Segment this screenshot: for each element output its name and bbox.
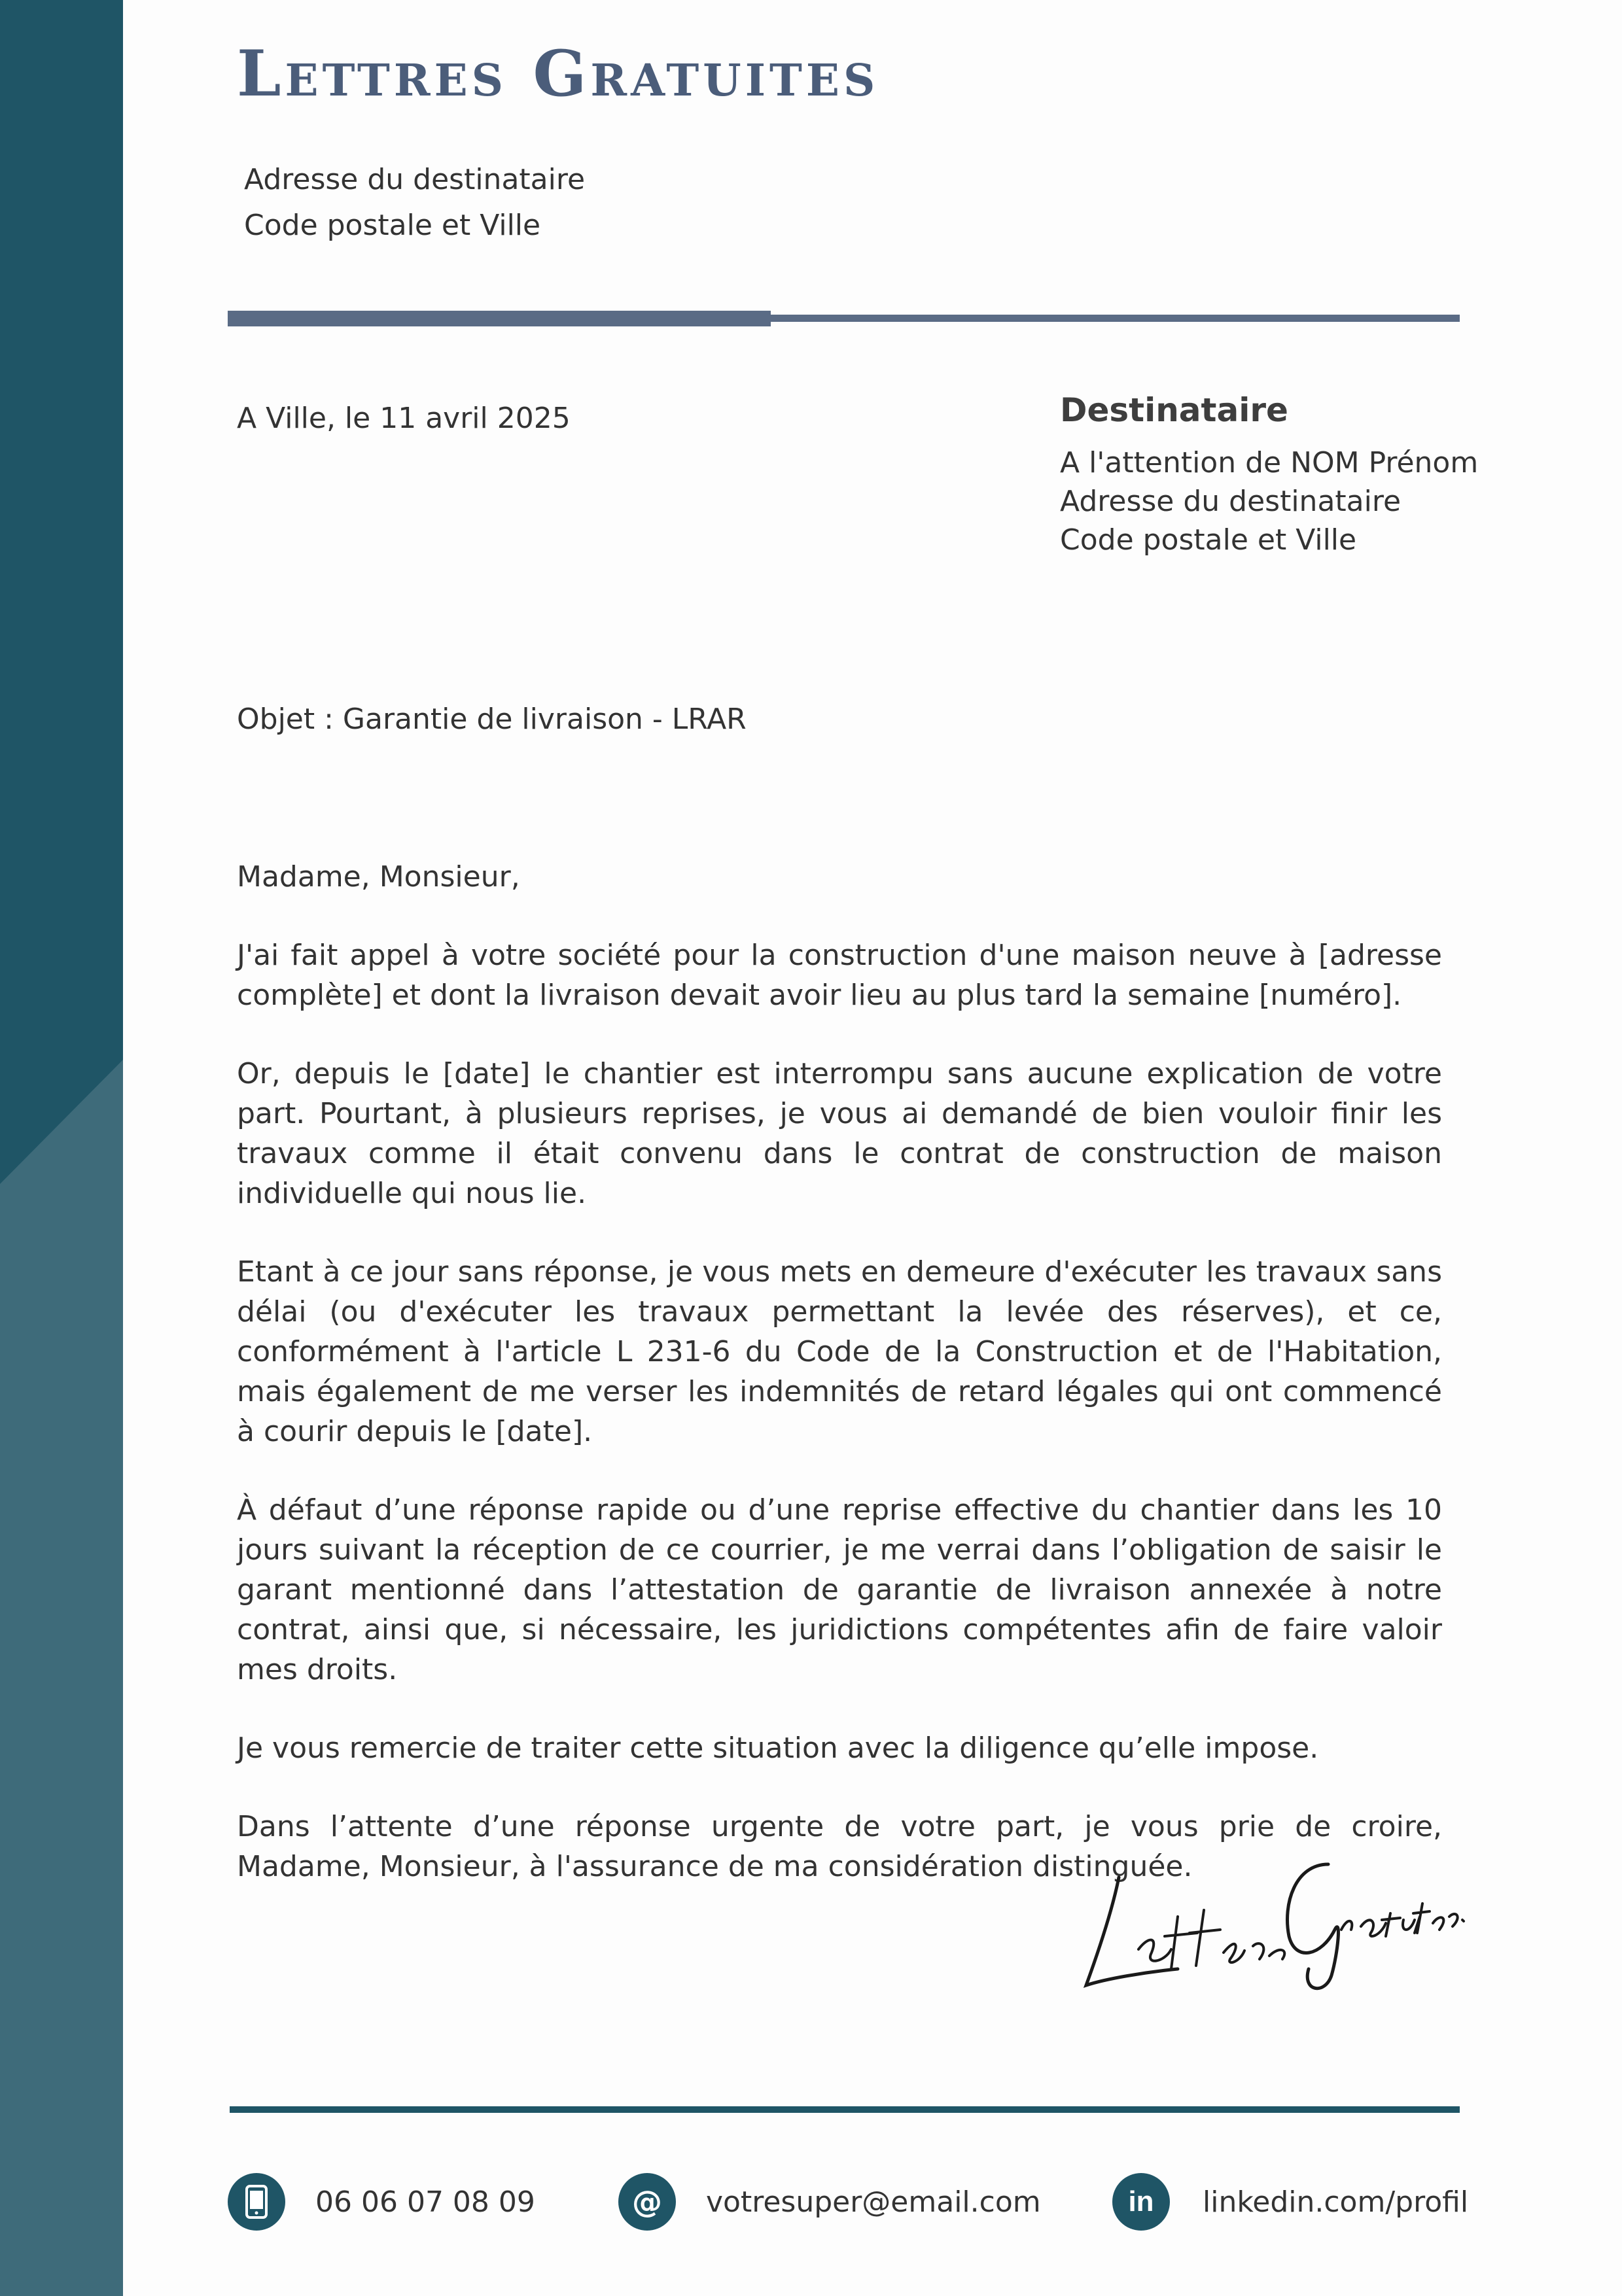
sender-address-line: Adresse du destinataire [244, 163, 586, 196]
recipient-city: Code postale et Ville [1060, 523, 1357, 557]
recipient-attention: A l'attention de NOM Prénom [1060, 446, 1479, 479]
body-paragraph: Je vous remercie de traiter cette situation avec la diligence qu’elle impose. [237, 1731, 1319, 1765]
recipient-address: Adresse du destinataire [1060, 485, 1402, 518]
footer-divider [230, 2106, 1460, 2113]
body-paragraph: J'ai fait appel à votre société pour la construction d'une maison neuve à [adresse complète] et dont la livraison devait avoir lieu au plus tard la semaine [numéro]. [237, 939, 1442, 1012]
closing-paragraph: Dans l’attente d’une réponse urgente de votre part, je vous prie de croire, Madame, Monsieur, à l'assurance de ma considération distinguée. [237, 1810, 1442, 1883]
handwritten-signature [1073, 1838, 1466, 2008]
body-paragraph: À défaut d’une réponse rapide ou d’une reprise effective du chantier dans les 10 jours suivant la réception de ce courrier, je me verrai dans l’obligation de saisir le garant mentionné dans l’attestation de garantie de livraison annexée à notre contrat, ainsi que, si nécessaire, les juridictions compétentes afin de faire valoir mes droits. [237, 1493, 1442, 1686]
linkedin-icon: in [1112, 2173, 1170, 2231]
recipient-heading: Destinataire [1060, 391, 1288, 429]
letter-body [237, 857, 1442, 1925]
phone-number[interactable]: 06 06 07 08 09 [315, 2185, 535, 2219]
letter-subject: Objet : Garantie de livraison - LRAR [237, 703, 747, 736]
phone-icon [228, 2173, 285, 2231]
at-icon: @ [618, 2173, 676, 2231]
linkedin-url[interactable]: linkedin.com/profil [1203, 2185, 1469, 2219]
salutation: Madame, Monsieur, [237, 860, 520, 894]
recipient-block [1060, 391, 1478, 559]
email-address[interactable]: votresuper@email.com [706, 2185, 1041, 2219]
contact-email [618, 2173, 1041, 2231]
contact-linkedin [1112, 2173, 1468, 2231]
letterhead-title: Lettres Gratuites [237, 37, 879, 111]
contact-phone [228, 2173, 535, 2231]
header-divider-accent [228, 311, 771, 326]
sender-address [244, 157, 585, 249]
body-paragraph: Or, depuis le [date] le chantier est interrompu sans aucune explication de votre part. Pourtant, à plusieurs reprises, je vous ai demandé de bien vouloir finir les travaux comme il était convenu dans le contrat de construction de maison individuelle qui nous lie. [237, 1057, 1442, 1210]
sender-city-line: Code postale et Ville [244, 209, 541, 242]
sidebar-band [0, 0, 123, 2296]
sidebar-shapes [0, 0, 123, 2296]
body-paragraph: Etant à ce jour sans réponse, je vous mets en demeure d'exécuter les travaux sans délai (ou d'exécuter les travaux permettant la levée des réserves), et ce, conformément à l'article L 231-6 du Code de la Construction et de l'Habitation, mais également de me verser les indemnités de retard légales qui ont commencé à courir depuis le [date]. [237, 1255, 1442, 1448]
place-date: A Ville, le 11 avril 2025 [237, 402, 571, 435]
